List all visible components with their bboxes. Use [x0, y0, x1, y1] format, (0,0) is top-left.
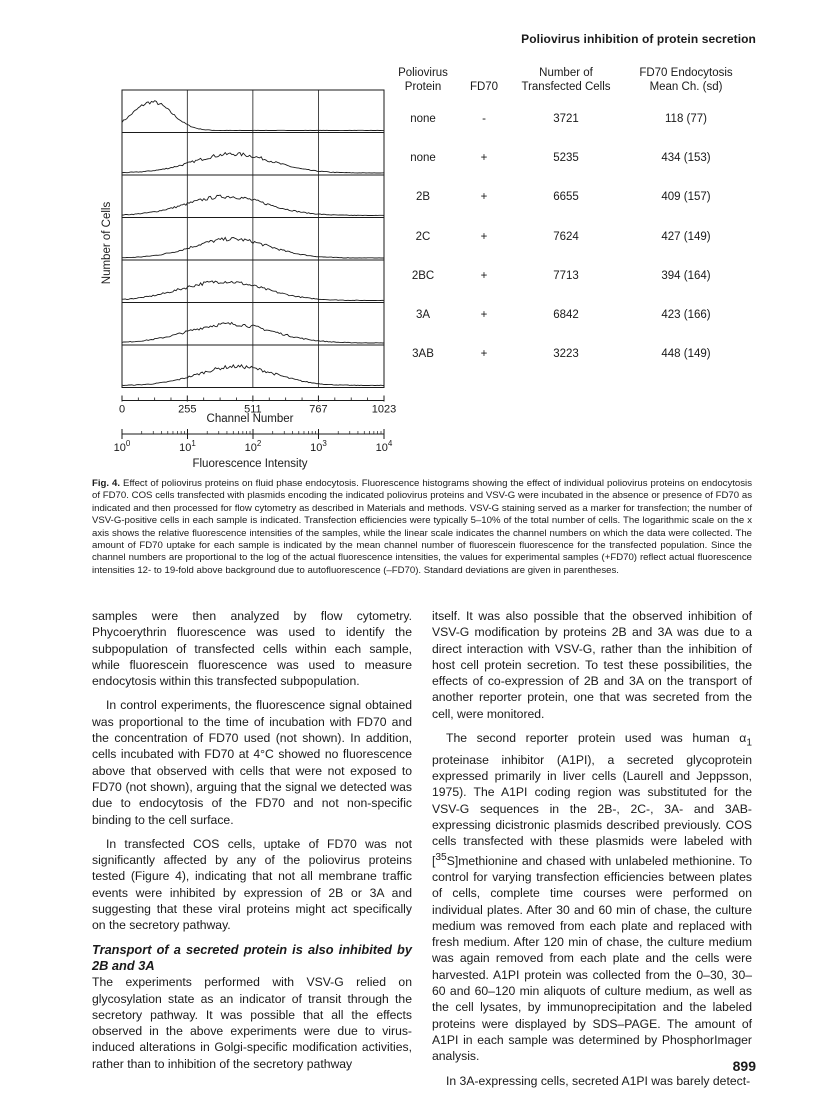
- cell-fd70: +: [480, 191, 488, 204]
- paragraph: In transfected COS cells, uptake of FD70 was not significantly affected by any of the poliovirus proteins tested (Figure 4), indicating that not all membrane traffic events were inhibited by expression of 2B or 3A and suggesting that these viral proteins might act specifically on the secretory pathway.: [92, 836, 412, 933]
- right-column: [432, 608, 752, 1089]
- x-axis-label-log: Fluorescence Intensity: [192, 458, 308, 470]
- linear-tick-label: 255: [178, 403, 197, 416]
- cell-mean-channel: 427 (149): [661, 230, 711, 243]
- cell-fd70: +: [480, 309, 488, 321]
- cell-transfected-count: 5235: [553, 152, 579, 165]
- linear-tick-label: 0: [118, 403, 126, 416]
- figure-caption: [92, 478, 752, 577]
- cell-transfected-count: 6655: [553, 191, 579, 204]
- paragraph: itself. It was also possible that the observed inhibition of VSV-G modification by proteins 2B and 3A was due to a direct interaction with VSV-G, rather than the inhibition of host cell protein secretion. To test these possibilities, the effects of co-expression of 2B and 3A on the transport of another reporter protein, one that was secreted from the cell, were monitored.: [432, 609, 752, 721]
- cell-fd70: +: [480, 152, 488, 165]
- cell-protein: 2C: [415, 230, 431, 243]
- cell-fd70: +: [480, 348, 488, 361]
- cell-mean-channel: 118 (77): [665, 113, 707, 125]
- cell-mean-channel: 423 (166): [661, 309, 711, 321]
- cell-transfected-count: 3223: [553, 348, 579, 361]
- cell-protein: none: [410, 152, 436, 165]
- cell-mean-channel: 448 (149): [661, 348, 711, 361]
- cell-fd70: -: [482, 113, 486, 125]
- cell-transfected-count: 7713: [553, 269, 579, 282]
- log-tick-label: $10^4$: [375, 439, 393, 454]
- cell-protein: 3A: [415, 309, 431, 321]
- log-tick-label: $10^2$: [244, 439, 262, 454]
- cell-mean-channel: 409 (157): [661, 191, 711, 204]
- linear-tick-label: 511: [244, 403, 262, 416]
- paragraph: The second reporter protein used was human $\alpha_1$ proteinase inhibitor (A1PI), a secreted glycoprotein expressed primarily in liver cells (Laurell and Jeppsson, 1975). The A1PI coding region was substituted for the VSV-G sequences in the 2B-, 2C-, 3A- and 3AB-expressing dicistronic plasmids described previously. COS cells transfected with these plasmids were labeled with [$^{35}$S]methionine and chased with unlabeled methionine. To control for varying transfection efficiencies between plates of cells, complete time courses were performed on individual plates. After 30 and 60 min of chase, the culture medium was removed from each plate and replaced with fresh medium. After 120 min of chase, the culture medium was again removed from each plate and the cells were harvested. A1PI protein was collected from the 0–30, 30–60 and 60–120 min aliquots of culture medium, as well as the cell lysates, by immunoprecipitation and the labeled proteins were displayed by SDS–PAGE. The amount of A1PI in each sample was determined by PhosphorImager analysis.: [432, 731, 752, 1064]
- caption-text: Effect of poliovirus proteins on fluid phase endocytosis. Fluorescence histograms showing the effect of individual poliovirus proteins on endocytosis of FD70. COS cells transfected with plasmids encoding the indicated poliovirus proteins and VSV-G were incubated in the absence or presence of FD70 as indicated and then processed for flow cytometry as described in Materials and methods. VSV-G staining served as a marker for transfection; the number of VSV-G-positive cells in each sample is indicated. Transfection efficiencies were typically 5–10% of the total number of cells. The logarithmic scale on the x axis shows the relative fluorescence intensities of the samples, while the linear scale indicates the channel numbers on which the data were collected. The amount of FD70 uptake for each sample is indicated by the mean channel number of fluorescein fluorescence for the transfected population. Since the channel numbers are proportional to the log of the actual fluorescence intensities, the values for experimental samples (+FD70) reflect actual fluorescence intensities 12- to 19-fold above background due to autofluorescence (–FD70). Standard deviations are given in parentheses.: [92, 478, 752, 576]
- header-protein: Poliovirus Protein: [398, 67, 448, 93]
- fluorescence-intensity-axis: [114, 429, 393, 454]
- cell-protein: 3AB: [412, 348, 434, 361]
- cell-protein: 2B: [415, 191, 431, 204]
- page-number: 899: [732, 1058, 756, 1074]
- cell-transfected-count: 7624: [553, 230, 579, 243]
- linear-tick-label: 767: [309, 403, 328, 416]
- paragraph: samples were then analyzed by flow cytometry. Phycoerythrin fluorescence was used to identify the subpopulation of transfected cells within each sample, while fluorescein fluorescence was used to measure endocytosis within this transfected subpopulation.: [92, 609, 412, 689]
- cell-mean-channel: 434 (153): [661, 152, 711, 165]
- cell-protein: 2BC: [411, 269, 435, 282]
- log-tick-label: $10^3$: [310, 439, 327, 454]
- header-endocytosis: FD70 Endocytosis Mean Ch. (sd): [639, 67, 733, 93]
- caption-label: Fig. 4.: [92, 478, 121, 489]
- header-transfected-cells: Number of Transfected Cells: [521, 67, 611, 93]
- cell-transfected-count: 3721: [553, 113, 579, 125]
- header-fd70: FD70: [469, 81, 499, 93]
- cell-mean-channel: 394 (164): [661, 269, 711, 282]
- log-tick-label: $10^0$: [113, 439, 131, 454]
- y-axis-label: Number of Cells: [101, 201, 113, 285]
- histogram-panels: [122, 90, 384, 388]
- paragraph: The experiments performed with VSV-G relied on glycosylation state as an indicator of transit through the secretory pathway. It was possible that all the effects observed in the above experiments were due to virus-induced alterations in Golgi-specific modification activities, rather than to inhibition of the secretory pathway: [92, 975, 412, 1071]
- x-axis-label-linear: Channel Number: [206, 413, 294, 425]
- cell-fd70: +: [480, 230, 488, 243]
- left-column: [92, 608, 412, 1072]
- paragraph: In control experiments, the fluorescence signal obtained was proportional to the time of incubation with FD70 and the concentration of FD70 used (not shown). In addition, cells incubated with FD70 at 4°C showed no fluorescence above that observed with cells that were not exposed to FD70 (not shown), arguing that the signal we detected was due to endocytosis of the FD70 and not non-specific binding to the cell surface.: [92, 698, 412, 827]
- linear-tick-label: 1023: [371, 403, 397, 416]
- cell-protein: none: [410, 113, 436, 125]
- cell-transfected-count: 6842: [553, 309, 579, 321]
- section-heading: Transport of a secreted protein is also inhibited by 2B and 3A: [92, 941, 412, 973]
- log-tick-label: $10^1$: [179, 439, 196, 454]
- running-head: Poliovirus inhibition of protein secretion: [521, 32, 756, 46]
- paragraph: In 3A-expressing cells, secreted A1PI was barely detect-: [446, 1073, 751, 1088]
- cell-fd70: +: [480, 269, 488, 282]
